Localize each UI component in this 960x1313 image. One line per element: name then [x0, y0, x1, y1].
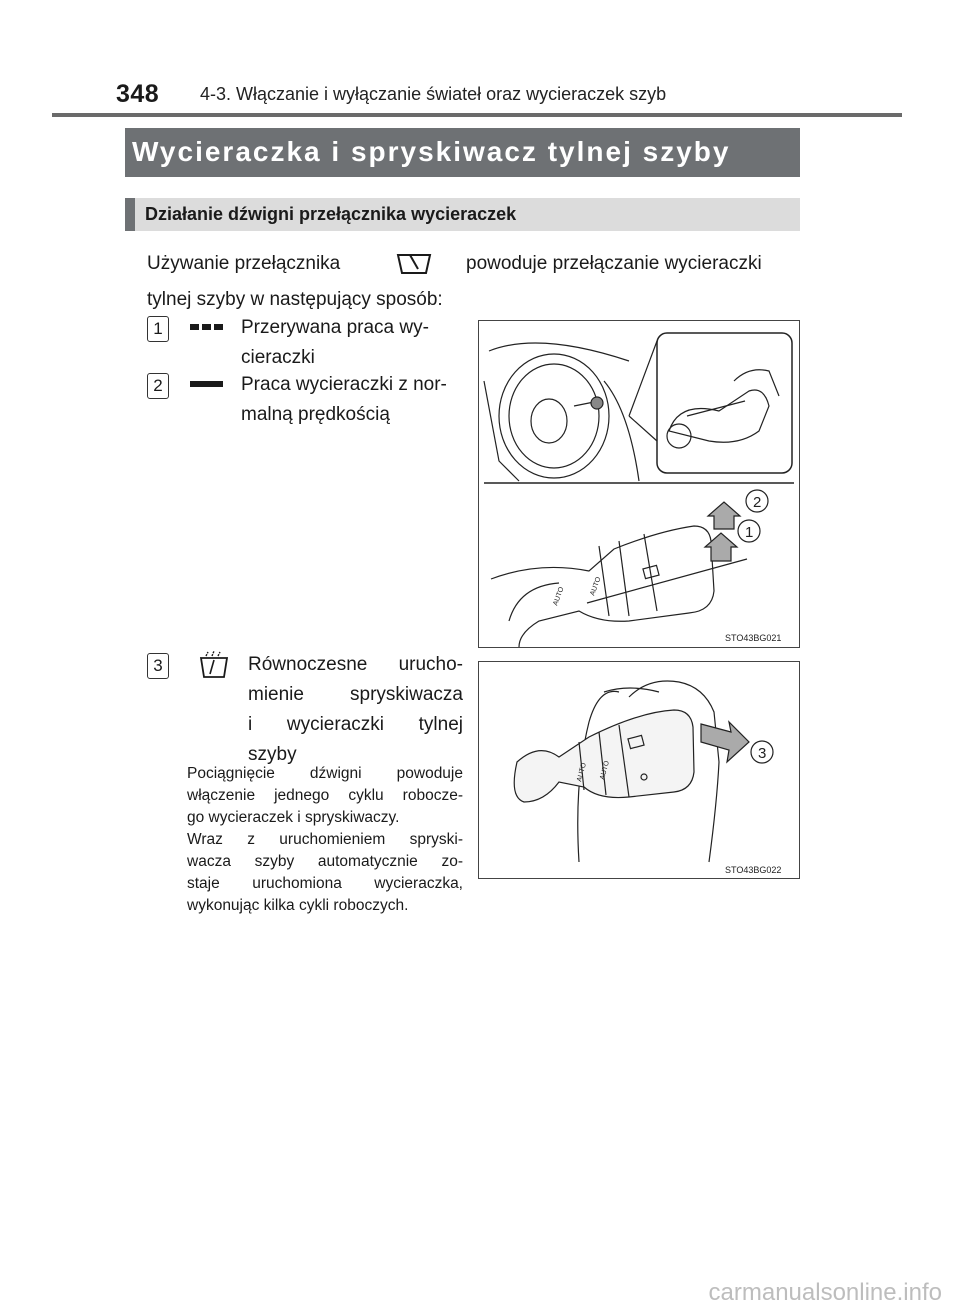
note-block [187, 763, 463, 917]
switch-label-auto-3: AUTO [576, 762, 588, 783]
intro-part2: powoduje przełączanie wycieraczki [466, 253, 762, 274]
washer-icon [198, 650, 230, 680]
normal-speed-bar-icon [190, 379, 224, 389]
page-title: Wycieraczka i spryskiwacz tylnej szyby [132, 136, 731, 167]
item-number-1: 1 [147, 316, 169, 342]
item-1-line1: Przerywana praca wy- [241, 317, 429, 338]
wiper-lever-illustration-1 [479, 321, 799, 647]
figure-1 [478, 320, 800, 648]
note-line: go wycieraczek i spryskiwaczy. [187, 809, 400, 826]
page-number: 348 [116, 80, 160, 108]
rear-wiper-switch-icon [396, 251, 432, 277]
item-1-line2: cieraczki [241, 347, 315, 368]
item-3-line1: Równoczesne urucho- [248, 654, 463, 675]
header-rule [52, 113, 902, 117]
subtitle-accent [125, 198, 135, 231]
callout-3: 3 [758, 745, 767, 762]
intro-line2: tylnej szyby w następujący sposób: [147, 289, 443, 310]
figure-2 [478, 661, 800, 879]
item-number-2: 2 [147, 373, 169, 399]
item-number-3: 3 [147, 653, 169, 679]
note-line: staje uruchomiona wycieraczka, [187, 875, 463, 892]
switch-label-auto-4: AUTO [599, 760, 611, 781]
item-2-line2: malną prędkością [241, 404, 390, 425]
intro-part1: Używanie przełącznika [147, 253, 341, 274]
switch-label-auto-1: AUTO [589, 576, 603, 597]
wiper-lever-illustration-2 [479, 662, 799, 878]
note-line: Wraz z uruchomieniem spryski- [187, 831, 463, 848]
subtitle: Działanie dźwigni przełącznika wycieraczek [145, 204, 517, 224]
item-2-line1: Praca wycieraczki z nor- [241, 374, 447, 395]
figure-1-code: STO43BG021 [725, 633, 782, 643]
note-line: wacza szyby automatycznie zo- [187, 853, 463, 870]
note-line: wykonując kilka cykli roboczych. [187, 897, 409, 914]
callout-2: 2 [753, 494, 762, 511]
figure-2-code: STO43BG022 [725, 865, 782, 875]
callout-1: 1 [745, 524, 754, 541]
item-3-line2: mienie spryskiwacza [248, 684, 463, 705]
section-header: 4-3. Włączanie i wyłączanie świateł oraz wycieraczek szyb [200, 84, 667, 104]
watermark: carmanualsonline.info [708, 1279, 942, 1306]
note-line: włączenie jednego cyklu robocze- [187, 787, 463, 804]
item-3-line4: szyby [248, 744, 297, 765]
intermittent-dash-icon [190, 322, 224, 332]
item-3-line3: i wycieraczki tylnej [248, 714, 463, 735]
switch-label-auto-2: AUTO [552, 586, 566, 607]
note-line: Pociągnięcie dźwigni powoduje [187, 765, 463, 782]
